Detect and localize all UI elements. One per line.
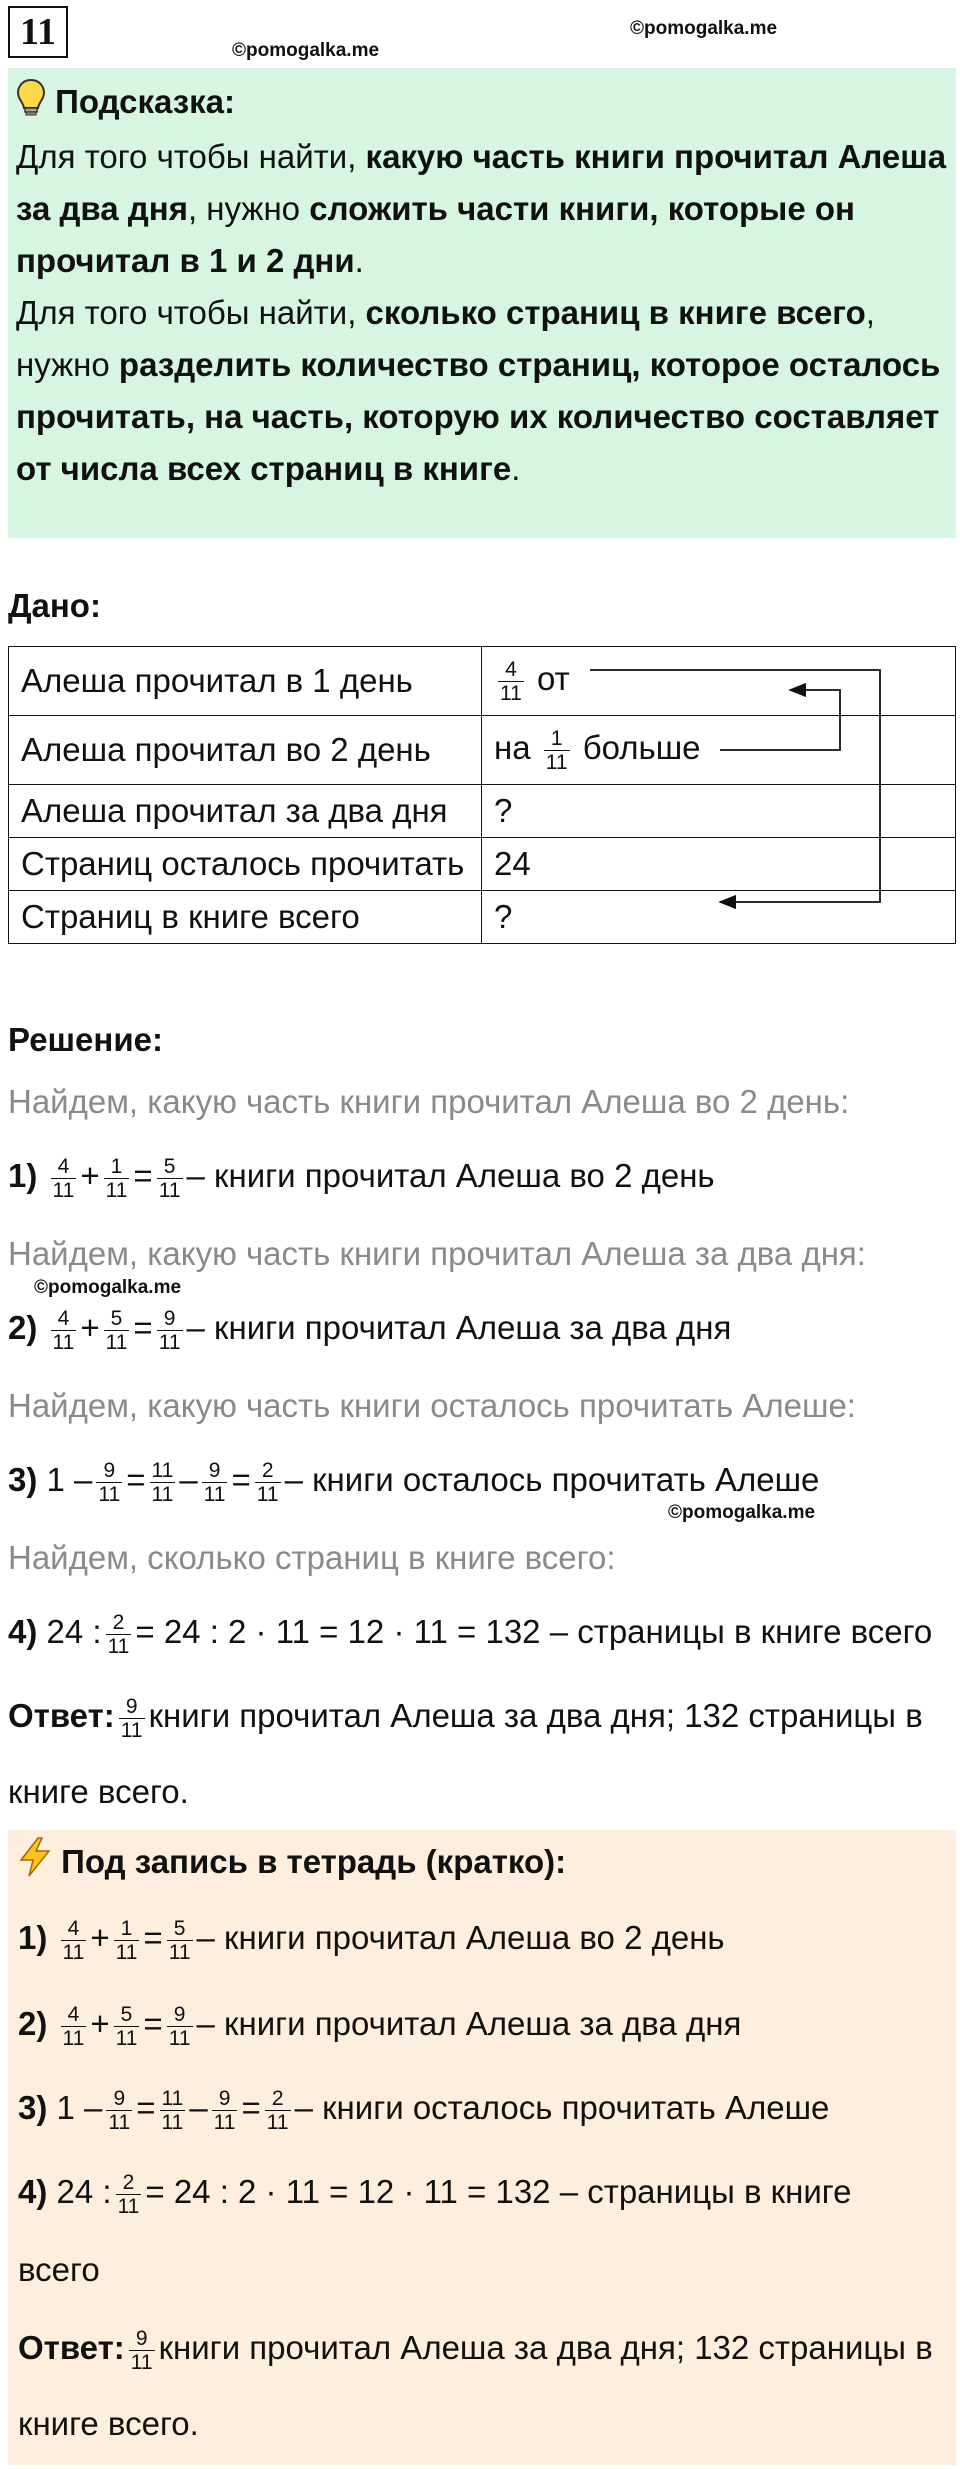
fraction: $\frac{9}{11}$ bbox=[130, 2326, 153, 2374]
table-cell: Алеша прочитал во 2 день bbox=[9, 716, 482, 785]
fraction: $\frac{9}{11}$ bbox=[168, 2002, 191, 2050]
table-cell: $\frac{4}{11}$ от bbox=[482, 647, 956, 716]
notebook-step-2: 2) $\frac{4}{11}$ + $\frac{5}{11}$ = $\frac{9}{11}$ – книги прочитал Алеша за два дня bbox=[18, 2002, 742, 2050]
hint-paragraph-1: Для того чтобы найти, какую часть книги прочитал Алеша за два дня, нужно сложить части книги, которые он прочитал в 1 и 2 дни. bbox=[16, 137, 947, 279]
comment-1: Найдем, какую часть книги прочитал Алеша во 2 день: bbox=[8, 1083, 850, 1120]
lightning-icon bbox=[18, 1837, 52, 1892]
fraction: $\frac{5}{11}$ bbox=[158, 1154, 181, 1202]
fraction: $\frac{4}{11}$ bbox=[62, 1916, 85, 1964]
notebook-step-1: 1) $\frac{4}{11}$ + $\frac{1}{11}$ = $\frac{5}{11}$ – книги прочитал Алеша во 2 день bbox=[18, 1916, 725, 1964]
fraction: $\frac{4}{11}$ bbox=[52, 1154, 75, 1202]
notebook-answer: Ответ: $\frac{9}{11}$ книги прочитал Алеша за два дня; 132 страницы в bbox=[18, 2326, 933, 2374]
table-cell: 24 bbox=[482, 838, 956, 891]
fraction: $\frac{9}{11}$ bbox=[213, 2086, 236, 2134]
watermark: ©pomogalka.me bbox=[668, 1502, 816, 1523]
fraction: $\frac{2}{11}$ bbox=[266, 2086, 289, 2134]
fraction: $\frac{1}{11}$ bbox=[115, 1916, 138, 1964]
notebook-title-row bbox=[18, 1836, 566, 1892]
fraction: $\frac{1}{11}$ bbox=[545, 726, 568, 774]
fraction: $\frac{11}{11}$ bbox=[151, 1458, 174, 1506]
answer-continued: книге всего. bbox=[8, 1773, 189, 1810]
table-cell: Страниц в книге всего bbox=[9, 891, 482, 944]
answer: Ответ: $\frac{9}{11}$ книги прочитал Алеша за два дня; 132 страницы в bbox=[8, 1694, 923, 1742]
fraction: $\frac{1}{11}$ bbox=[105, 1154, 128, 1202]
comment-3: Найдем, какую часть книги осталось прочитать Алеше: bbox=[8, 1387, 856, 1424]
step-4: 4) 24 : $\frac{2}{11}$ = 24 : 2 · 11 = 12 · 11 = 132 – страницы в книге всего bbox=[8, 1610, 933, 1658]
table-cell: Алеша прочитал за два дня bbox=[9, 785, 482, 838]
fraction: $\frac{11}{11}$ bbox=[161, 2086, 184, 2134]
hint-paragraph-2: Для того чтобы найти, сколько страниц в книге всего, нужно разделить количество страниц, которое осталось прочитать, на часть, которую их количество составляет от числа всех страниц в книге. bbox=[16, 293, 941, 487]
comment-2: Найдем, какую часть книги прочитал Алеша за два дня: bbox=[8, 1235, 866, 1272]
notebook-answer-continued: книге всего. bbox=[18, 2405, 199, 2442]
comment-4: Найдем, сколько страниц в книге всего: bbox=[8, 1539, 616, 1576]
fraction: $\frac{4}{11}$ bbox=[62, 2002, 85, 2050]
fraction: $\frac{2}{11}$ bbox=[256, 1458, 279, 1506]
solution-title: Решение: bbox=[8, 1021, 163, 1058]
notebook-step-3: 3) 1 – $\frac{9}{11}$ = $\frac{11}{11}$ – $\frac{9}{11}$ = $\frac{2}{11}$ – книги осталось прочитать Алеше bbox=[18, 2086, 830, 2134]
fraction: $\frac{9}{11}$ bbox=[108, 2086, 131, 2134]
table-cell: ? bbox=[482, 785, 956, 838]
given-title: Дано: bbox=[8, 587, 101, 624]
watermark: ©pomogalka.me bbox=[630, 18, 778, 39]
fraction: $\frac{5}{11}$ bbox=[105, 1306, 128, 1354]
hint-title: Подсказка: bbox=[55, 83, 236, 120]
fraction: $\frac{4}{11}$ bbox=[500, 657, 522, 705]
table-cell: ? bbox=[482, 891, 956, 944]
fraction: $\frac{2}{11}$ bbox=[107, 1610, 130, 1658]
notebook-step-4-continued: всего bbox=[18, 2251, 100, 2288]
table-cell: на $\frac{1}{11}$ больше bbox=[482, 716, 956, 785]
step-3: 3) 1 – $\frac{9}{11}$ = $\frac{11}{11}$ – $\frac{9}{11}$ = $\frac{2}{11}$ – книги осталось прочитать Алеше bbox=[8, 1458, 820, 1506]
notebook-title: Под запись в тетрадь (кратко): bbox=[61, 1843, 567, 1880]
table-cell: Страниц осталось прочитать bbox=[9, 838, 482, 891]
fraction: $\frac{9}{11}$ bbox=[203, 1458, 226, 1506]
fraction: $\frac{2}{11}$ bbox=[117, 2170, 140, 2218]
notebook-step-4: 4) 24 : $\frac{2}{11}$ = 24 : 2 · 11 = 12 · 11 = 132 – страницы в книге bbox=[18, 2170, 852, 2218]
table-cell: Алеша прочитал в 1 день bbox=[9, 647, 482, 716]
relation-arrows bbox=[0, 0, 960, 960]
fraction: $\frac{9}{11}$ bbox=[120, 1694, 143, 1742]
watermark: ©pomogalka.me bbox=[232, 40, 380, 61]
fraction: $\frac{5}{11}$ bbox=[168, 1916, 191, 1964]
fraction: $\frac{4}{11}$ bbox=[52, 1306, 75, 1354]
fraction: $\frac{5}{11}$ bbox=[115, 2002, 138, 2050]
fraction: $\frac{9}{11}$ bbox=[98, 1458, 121, 1506]
fraction: $\frac{9}{11}$ bbox=[158, 1306, 181, 1354]
step-1: 1) $\frac{4}{11}$ + $\frac{1}{11}$ = $\frac{5}{11}$ – книги прочитал Алеша во 2 день bbox=[8, 1154, 715, 1202]
watermark: ©pomogalka.me bbox=[34, 1277, 182, 1298]
task-number: 11 bbox=[8, 6, 68, 58]
step-2: 2) $\frac{4}{11}$ + $\frac{5}{11}$ = $\frac{9}{11}$ – книги прочитал Алеша за два дня bbox=[8, 1306, 732, 1354]
